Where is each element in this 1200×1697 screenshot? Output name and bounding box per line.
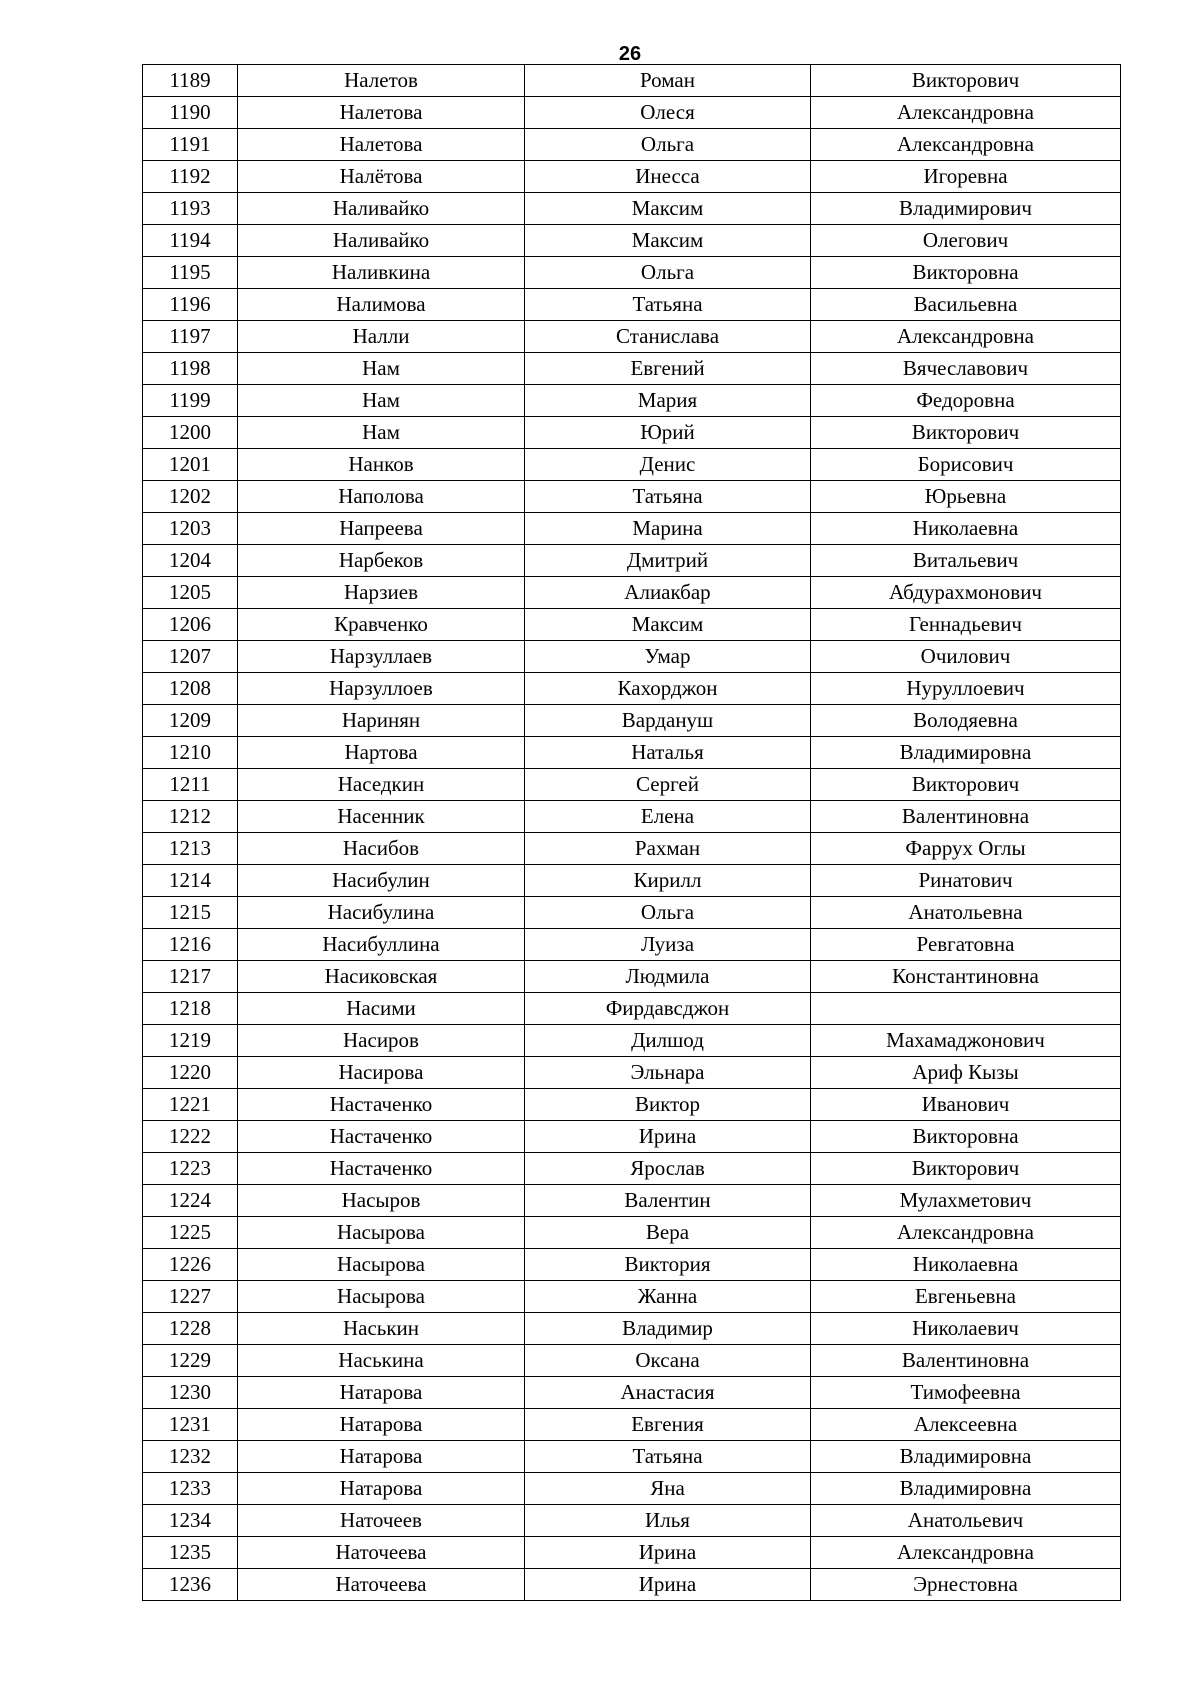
table-row [143,929,1121,961]
row-number-cell: 1221 [143,1089,238,1121]
table-row [143,289,1121,321]
row-number-cell: 1193 [143,193,238,225]
first-name-cell: Фирдавсджон [525,993,811,1025]
middle-name-cell: Викторович [811,1153,1121,1185]
last-name-cell: Налетова [238,129,525,161]
last-name-cell: Нарбеков [238,545,525,577]
table-row [143,737,1121,769]
table-row [143,545,1121,577]
last-name-cell: Нанков [238,449,525,481]
table-row [143,321,1121,353]
first-name-cell: Татьяна [525,1441,811,1473]
table-row [143,65,1121,97]
row-number-cell: 1227 [143,1281,238,1313]
first-name-cell: Ирина [525,1121,811,1153]
row-number-cell: 1201 [143,449,238,481]
middle-name-cell: Иванович [811,1089,1121,1121]
table-row [143,225,1121,257]
last-name-cell: Насибулина [238,897,525,929]
row-number-cell: 1195 [143,257,238,289]
last-name-cell: Насырова [238,1249,525,1281]
row-number-cell: 1223 [143,1153,238,1185]
last-name-cell: Наливайко [238,193,525,225]
first-name-cell: Мария [525,385,811,417]
last-name-cell: Наськин [238,1313,525,1345]
middle-name-cell: Николаевна [811,1249,1121,1281]
table-row [143,449,1121,481]
table-row [143,1249,1121,1281]
last-name-cell: Наливайко [238,225,525,257]
row-number-cell: 1215 [143,897,238,929]
table-row [143,193,1121,225]
table-row [143,897,1121,929]
middle-name-cell: Александровна [811,321,1121,353]
middle-name-cell: Евгеньевна [811,1281,1121,1313]
middle-name-cell: Владимировна [811,737,1121,769]
first-name-cell: Рахман [525,833,811,865]
row-number-cell: 1216 [143,929,238,961]
table-row [143,1025,1121,1057]
table-row [143,641,1121,673]
first-name-cell: Станислава [525,321,811,353]
table-row [143,705,1121,737]
first-name-cell: Людмила [525,961,811,993]
row-number-cell: 1194 [143,225,238,257]
table-row [143,1537,1121,1569]
last-name-cell: Нарзуллаев [238,641,525,673]
middle-name-cell: Васильевна [811,289,1121,321]
table-row [143,161,1121,193]
last-name-cell: Наседкин [238,769,525,801]
middle-name-cell: Викторович [811,65,1121,97]
first-name-cell: Жанна [525,1281,811,1313]
middle-name-cell: Юрьевна [811,481,1121,513]
table-row [143,417,1121,449]
table-row [143,1345,1121,1377]
last-name-cell: Настаченко [238,1121,525,1153]
table-row [143,513,1121,545]
row-number-cell: 1217 [143,961,238,993]
middle-name-cell: Абдурахмонович [811,577,1121,609]
last-name-cell: Наточеева [238,1537,525,1569]
first-name-cell: Эльнара [525,1057,811,1089]
middle-name-cell: Александровна [811,97,1121,129]
table-row [143,353,1121,385]
middle-name-cell: Очилович [811,641,1121,673]
first-name-cell: Татьяна [525,481,811,513]
first-name-cell: Ольга [525,257,811,289]
table-row [143,385,1121,417]
last-name-cell: Насиковская [238,961,525,993]
middle-name-cell: Викторовна [811,257,1121,289]
table-row [143,769,1121,801]
table-row [143,1057,1121,1089]
first-name-cell: Сергей [525,769,811,801]
row-number-cell: 1203 [143,513,238,545]
table-row [143,609,1121,641]
middle-name-cell: Владимирович [811,193,1121,225]
middle-name-cell: Николаевна [811,513,1121,545]
middle-name-cell: Нуруллоевич [811,673,1121,705]
first-name-cell: Анастасия [525,1377,811,1409]
row-number-cell: 1207 [143,641,238,673]
row-number-cell: 1225 [143,1217,238,1249]
first-name-cell: Дилшод [525,1025,811,1057]
middle-name-cell: Александровна [811,129,1121,161]
middle-name-cell: Алексеевна [811,1409,1121,1441]
middle-name-cell: Ревгатовна [811,929,1121,961]
first-name-cell: Евгений [525,353,811,385]
first-name-cell: Ольга [525,897,811,929]
last-name-cell: Натарова [238,1441,525,1473]
middle-name-cell: Анатольевич [811,1505,1121,1537]
middle-name-cell: Фаррух Оглы [811,833,1121,865]
middle-name-cell: Игоревна [811,161,1121,193]
table-row [143,1217,1121,1249]
first-name-cell: Евгения [525,1409,811,1441]
last-name-cell: Напреева [238,513,525,545]
row-number-cell: 1213 [143,833,238,865]
table-row [143,257,1121,289]
row-number-cell: 1199 [143,385,238,417]
table-row [143,1377,1121,1409]
last-name-cell: Наточеев [238,1505,525,1537]
table-row [143,97,1121,129]
row-number-cell: 1229 [143,1345,238,1377]
first-name-cell: Дмитрий [525,545,811,577]
middle-name-cell: Мулахметович [811,1185,1121,1217]
table-row [143,1313,1121,1345]
row-number-cell: 1192 [143,161,238,193]
first-name-cell: Кирилл [525,865,811,897]
middle-name-cell: Викторовна [811,1121,1121,1153]
first-name-cell: Яна [525,1473,811,1505]
row-number-cell: 1236 [143,1569,238,1601]
last-name-cell: Нарзуллоев [238,673,525,705]
first-name-cell: Виктор [525,1089,811,1121]
middle-name-cell: Борисович [811,449,1121,481]
row-number-cell: 1202 [143,481,238,513]
first-name-cell: Елена [525,801,811,833]
row-number-cell: 1200 [143,417,238,449]
page-number: 26 [618,43,642,65]
middle-name-cell: Олегович [811,225,1121,257]
last-name-cell: Настаченко [238,1089,525,1121]
table-row [143,1089,1121,1121]
row-number-cell: 1232 [143,1441,238,1473]
last-name-cell: Нам [238,417,525,449]
table-row [143,1121,1121,1153]
table-row [143,129,1121,161]
middle-name-cell: Николаевич [811,1313,1121,1345]
first-name-cell: Юрий [525,417,811,449]
middle-name-cell: Александровна [811,1217,1121,1249]
first-name-cell: Оксана [525,1345,811,1377]
last-name-cell: Кравченко [238,609,525,641]
table-row [143,961,1121,993]
last-name-cell: Нартова [238,737,525,769]
table-row [143,481,1121,513]
table-row [143,577,1121,609]
row-number-cell: 1196 [143,289,238,321]
row-number-cell: 1220 [143,1057,238,1089]
row-number-cell: 1219 [143,1025,238,1057]
middle-name-cell: Валентиновна [811,801,1121,833]
first-name-cell: Ярослав [525,1153,811,1185]
last-name-cell: Насибулин [238,865,525,897]
row-number-cell: 1231 [143,1409,238,1441]
last-name-cell: Наливкина [238,257,525,289]
row-number-cell: 1234 [143,1505,238,1537]
row-number-cell: 1205 [143,577,238,609]
table-row [143,833,1121,865]
first-name-cell: Валентин [525,1185,811,1217]
middle-name-cell: Валентиновна [811,1345,1121,1377]
last-name-cell: Насибуллина [238,929,525,961]
row-number-cell: 1222 [143,1121,238,1153]
middle-name-cell [811,993,1121,1025]
first-name-cell: Луиза [525,929,811,961]
first-name-cell: Ольга [525,129,811,161]
row-number-cell: 1210 [143,737,238,769]
middle-name-cell: Владимировна [811,1441,1121,1473]
last-name-cell: Налетов [238,65,525,97]
table-row [143,1569,1121,1601]
table-row [143,801,1121,833]
table-row [143,673,1121,705]
row-number-cell: 1208 [143,673,238,705]
first-name-cell: Максим [525,225,811,257]
middle-name-cell: Викторович [811,417,1121,449]
middle-name-cell: Викторович [811,769,1121,801]
middle-name-cell: Константиновна [811,961,1121,993]
middle-name-cell: Владимировна [811,1473,1121,1505]
last-name-cell: Насыров [238,1185,525,1217]
first-name-cell: Роман [525,65,811,97]
first-name-cell: Илья [525,1505,811,1537]
first-name-cell: Виктория [525,1249,811,1281]
table-row [143,1153,1121,1185]
first-name-cell: Максим [525,609,811,641]
last-name-cell: Насиров [238,1025,525,1057]
middle-name-cell: Витальевич [811,545,1121,577]
row-number-cell: 1212 [143,801,238,833]
first-name-cell: Вардануш [525,705,811,737]
last-name-cell: Налимова [238,289,525,321]
last-name-cell: Натарова [238,1473,525,1505]
first-name-cell: Марина [525,513,811,545]
row-number-cell: 1233 [143,1473,238,1505]
last-name-cell: Нам [238,385,525,417]
middle-name-cell: Эрнестовна [811,1569,1121,1601]
last-name-cell: Насими [238,993,525,1025]
row-number-cell: 1191 [143,129,238,161]
table-row [143,1185,1121,1217]
table-row [143,1473,1121,1505]
middle-name-cell: Володяевна [811,705,1121,737]
middle-name-cell: Ринатович [811,865,1121,897]
middle-name-cell: Александровна [811,1537,1121,1569]
first-name-cell: Ирина [525,1537,811,1569]
table-row [143,993,1121,1025]
row-number-cell: 1226 [143,1249,238,1281]
middle-name-cell: Вячеславович [811,353,1121,385]
middle-name-cell: Ариф Кызы [811,1057,1121,1089]
middle-name-cell: Геннадьевич [811,609,1121,641]
first-name-cell: Татьяна [525,289,811,321]
table-row [143,865,1121,897]
last-name-cell: Наполова [238,481,525,513]
row-number-cell: 1218 [143,993,238,1025]
last-name-cell: Натарова [238,1409,525,1441]
last-name-cell: Насибов [238,833,525,865]
first-name-cell: Кахорджон [525,673,811,705]
last-name-cell: Налли [238,321,525,353]
last-name-cell: Налетова [238,97,525,129]
middle-name-cell: Махамаджонович [811,1025,1121,1057]
table-row [143,1281,1121,1313]
first-name-cell: Денис [525,449,811,481]
last-name-cell: Насирова [238,1057,525,1089]
first-name-cell: Алиакбар [525,577,811,609]
last-name-cell: Насырова [238,1217,525,1249]
first-name-cell: Вера [525,1217,811,1249]
table-row [143,1409,1121,1441]
last-name-cell: Настаченко [238,1153,525,1185]
row-number-cell: 1204 [143,545,238,577]
last-name-cell: Наточеева [238,1569,525,1601]
row-number-cell: 1209 [143,705,238,737]
first-name-cell: Наталья [525,737,811,769]
last-name-cell: Насенник [238,801,525,833]
row-number-cell: 1197 [143,321,238,353]
last-name-cell: Насырова [238,1281,525,1313]
middle-name-cell: Федоровна [811,385,1121,417]
row-number-cell: 1211 [143,769,238,801]
last-name-cell: Наринян [238,705,525,737]
first-name-cell: Владимир [525,1313,811,1345]
registry-table-body [143,65,1121,1601]
table-row [143,1441,1121,1473]
middle-name-cell: Анатольевна [811,897,1121,929]
row-number-cell: 1198 [143,353,238,385]
row-number-cell: 1190 [143,97,238,129]
first-name-cell: Олеся [525,97,811,129]
last-name-cell: Натарова [238,1377,525,1409]
row-number-cell: 1235 [143,1537,238,1569]
last-name-cell: Наськина [238,1345,525,1377]
first-name-cell: Умар [525,641,811,673]
row-number-cell: 1214 [143,865,238,897]
last-name-cell: Налётова [238,161,525,193]
first-name-cell: Максим [525,193,811,225]
row-number-cell: 1189 [143,65,238,97]
last-name-cell: Нарзиев [238,577,525,609]
last-name-cell: Нам [238,353,525,385]
first-name-cell: Инесса [525,161,811,193]
row-number-cell: 1206 [143,609,238,641]
registry-table [142,64,1121,1601]
row-number-cell: 1228 [143,1313,238,1345]
row-number-cell: 1230 [143,1377,238,1409]
table-row [143,1505,1121,1537]
first-name-cell: Ирина [525,1569,811,1601]
row-number-cell: 1224 [143,1185,238,1217]
middle-name-cell: Тимофеевна [811,1377,1121,1409]
